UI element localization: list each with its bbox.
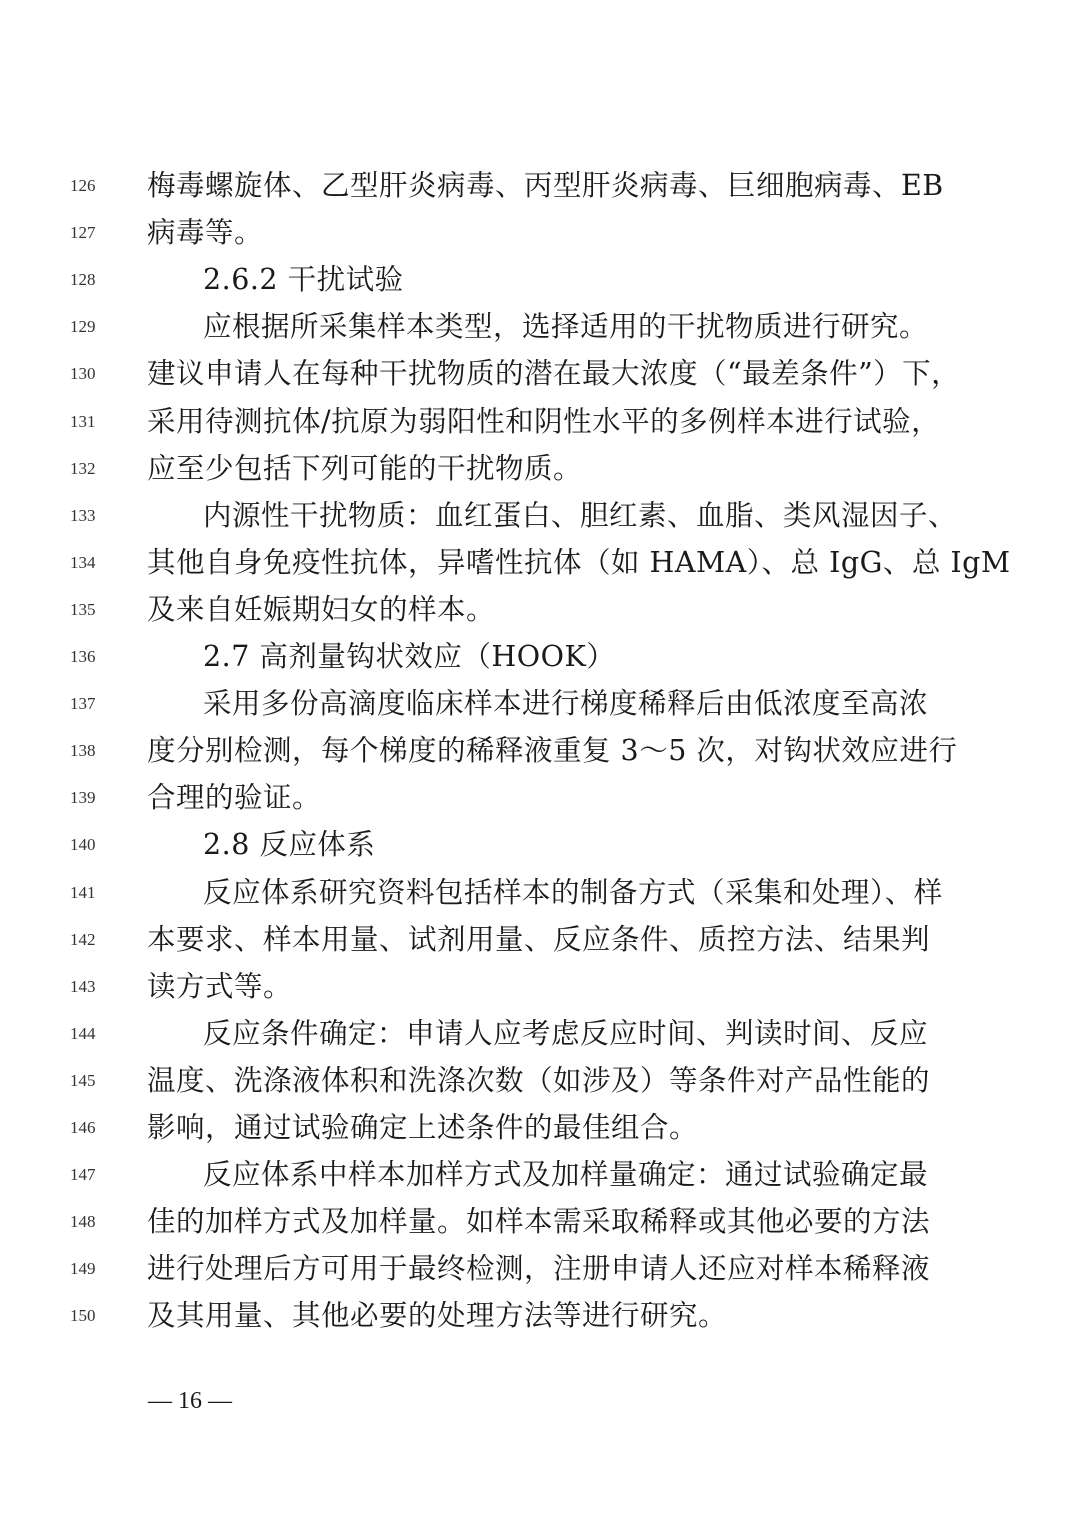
line-number: 134 [70, 552, 96, 572]
line-text: 读方式等。 [147, 969, 293, 1003]
text-line [0, 1198, 1080, 1245]
text-line [0, 445, 1080, 492]
line-text: 其他自身免疫性抗体，异嗜性抗体（如 HAMA）、总 IgG、总 IgM [147, 545, 1011, 579]
line-number: 129 [70, 317, 96, 337]
text-line [0, 1151, 1080, 1198]
text-line [0, 1292, 1080, 1339]
text-line [0, 256, 1080, 303]
line-text: 合理的验证。 [147, 781, 322, 815]
line-number: 140 [70, 835, 96, 855]
line-number: 150 [70, 1306, 96, 1326]
line-number: 133 [70, 505, 96, 525]
text-line [0, 1057, 1080, 1104]
line-number: 132 [70, 458, 96, 478]
text-line [0, 680, 1080, 727]
text-line [0, 1104, 1080, 1151]
text-line [0, 633, 1080, 680]
text-line [0, 398, 1080, 445]
line-number: 143 [70, 976, 96, 996]
text-line [0, 774, 1080, 821]
text-line [0, 350, 1080, 397]
line-number: 127 [70, 223, 96, 243]
page-number: — 16 — [148, 1388, 232, 1414]
line-text: 梅毒螺旋体、乙型肝炎病毒、丙型肝炎病毒、巨细胞病毒、EB [147, 169, 944, 202]
line-number: 148 [70, 1212, 96, 1232]
line-text: 2.7 高剂量钩状效应（HOOK） [203, 640, 616, 673]
line-number: 149 [70, 1259, 96, 1279]
line-number: 147 [70, 1165, 96, 1185]
text-line [0, 821, 1080, 868]
line-number: 141 [70, 882, 96, 902]
line-text: 2.6.2 干扰试验 [203, 263, 404, 297]
line-text: 及来自妊娠期妇女的样本。 [147, 592, 496, 626]
line-text: 应至少包括下列可能的干扰物质。 [147, 451, 583, 485]
line-number: 135 [70, 599, 96, 619]
line-number: 145 [70, 1070, 96, 1090]
text-line [0, 586, 1080, 633]
line-number: 144 [70, 1023, 96, 1043]
line-number: 146 [70, 1118, 96, 1137]
line-number: 130 [70, 364, 96, 384]
line-text: 佳的加样方式及加样量。如样本需采取稀释或其他必要的方法 [147, 1205, 931, 1239]
line-text: 度分别检测，每个梯度的稀释液重复 3～5 次，对钩状效应进行 [147, 734, 958, 768]
line-text: 采用多份高滴度临床样本进行梯度稀释后由低浓度至高浓 [203, 687, 929, 721]
text-line [0, 539, 1080, 586]
text-line [0, 727, 1080, 774]
line-text: 及其用量、其他必要的处理方法等进行研究。 [147, 1299, 728, 1333]
line-text: 本要求、样本用量、试剂用量、反应条件、质控方法、结果判 [147, 922, 931, 956]
text-line [0, 303, 1080, 350]
line-text: 进行处理后方可用于最终检测，注册申请人还应对样本稀释液 [147, 1252, 931, 1286]
line-number: 131 [70, 411, 96, 431]
text-line [0, 492, 1080, 539]
line-text: 温度、洗涤液体积和洗涤次数（如涉及）等条件对产品性能的 [147, 1063, 931, 1097]
text-line [0, 162, 1080, 209]
line-text: 反应条件确定：申请人应考虑反应时间、判读时间、反应 [203, 1016, 929, 1050]
line-number: 137 [70, 694, 96, 714]
text-line [0, 1245, 1080, 1292]
text-line [0, 963, 1080, 1010]
text-line [0, 916, 1080, 963]
line-text: 2.8 反应体系 [203, 828, 376, 862]
text-line [0, 869, 1080, 916]
text-line [0, 1010, 1080, 1057]
line-number: 138 [70, 741, 96, 761]
line-text: 反应体系中样本加样方式及加样量确定：通过试验确定最 [203, 1158, 929, 1192]
line-text: 应根据所采集样本类型，选择适用的干扰物质进行研究。 [203, 310, 929, 344]
text-line [0, 209, 1080, 256]
line-text: 病毒等。 [147, 216, 264, 250]
line-number: 139 [70, 788, 96, 808]
line-number: 136 [70, 647, 96, 666]
line-text: 内源性干扰物质：血红蛋白、胆红素、血脂、类风湿因子、 [203, 498, 958, 532]
line-text: 建议申请人在每种干扰物质的潜在最大浓度（“最差条件”）下， [147, 357, 961, 391]
line-text: 影响，通过试验确定上述条件的最佳组合。 [147, 1111, 699, 1144]
line-number: 128 [70, 270, 96, 290]
line-text: 采用待测抗体/抗原为弱阳性和阴性水平的多例样本进行试验， [147, 404, 941, 438]
line-text: 反应体系研究资料包括样本的制备方式（采集和处理）、样 [203, 875, 943, 909]
line-number: 126 [70, 176, 96, 195]
line-number: 142 [70, 929, 96, 949]
